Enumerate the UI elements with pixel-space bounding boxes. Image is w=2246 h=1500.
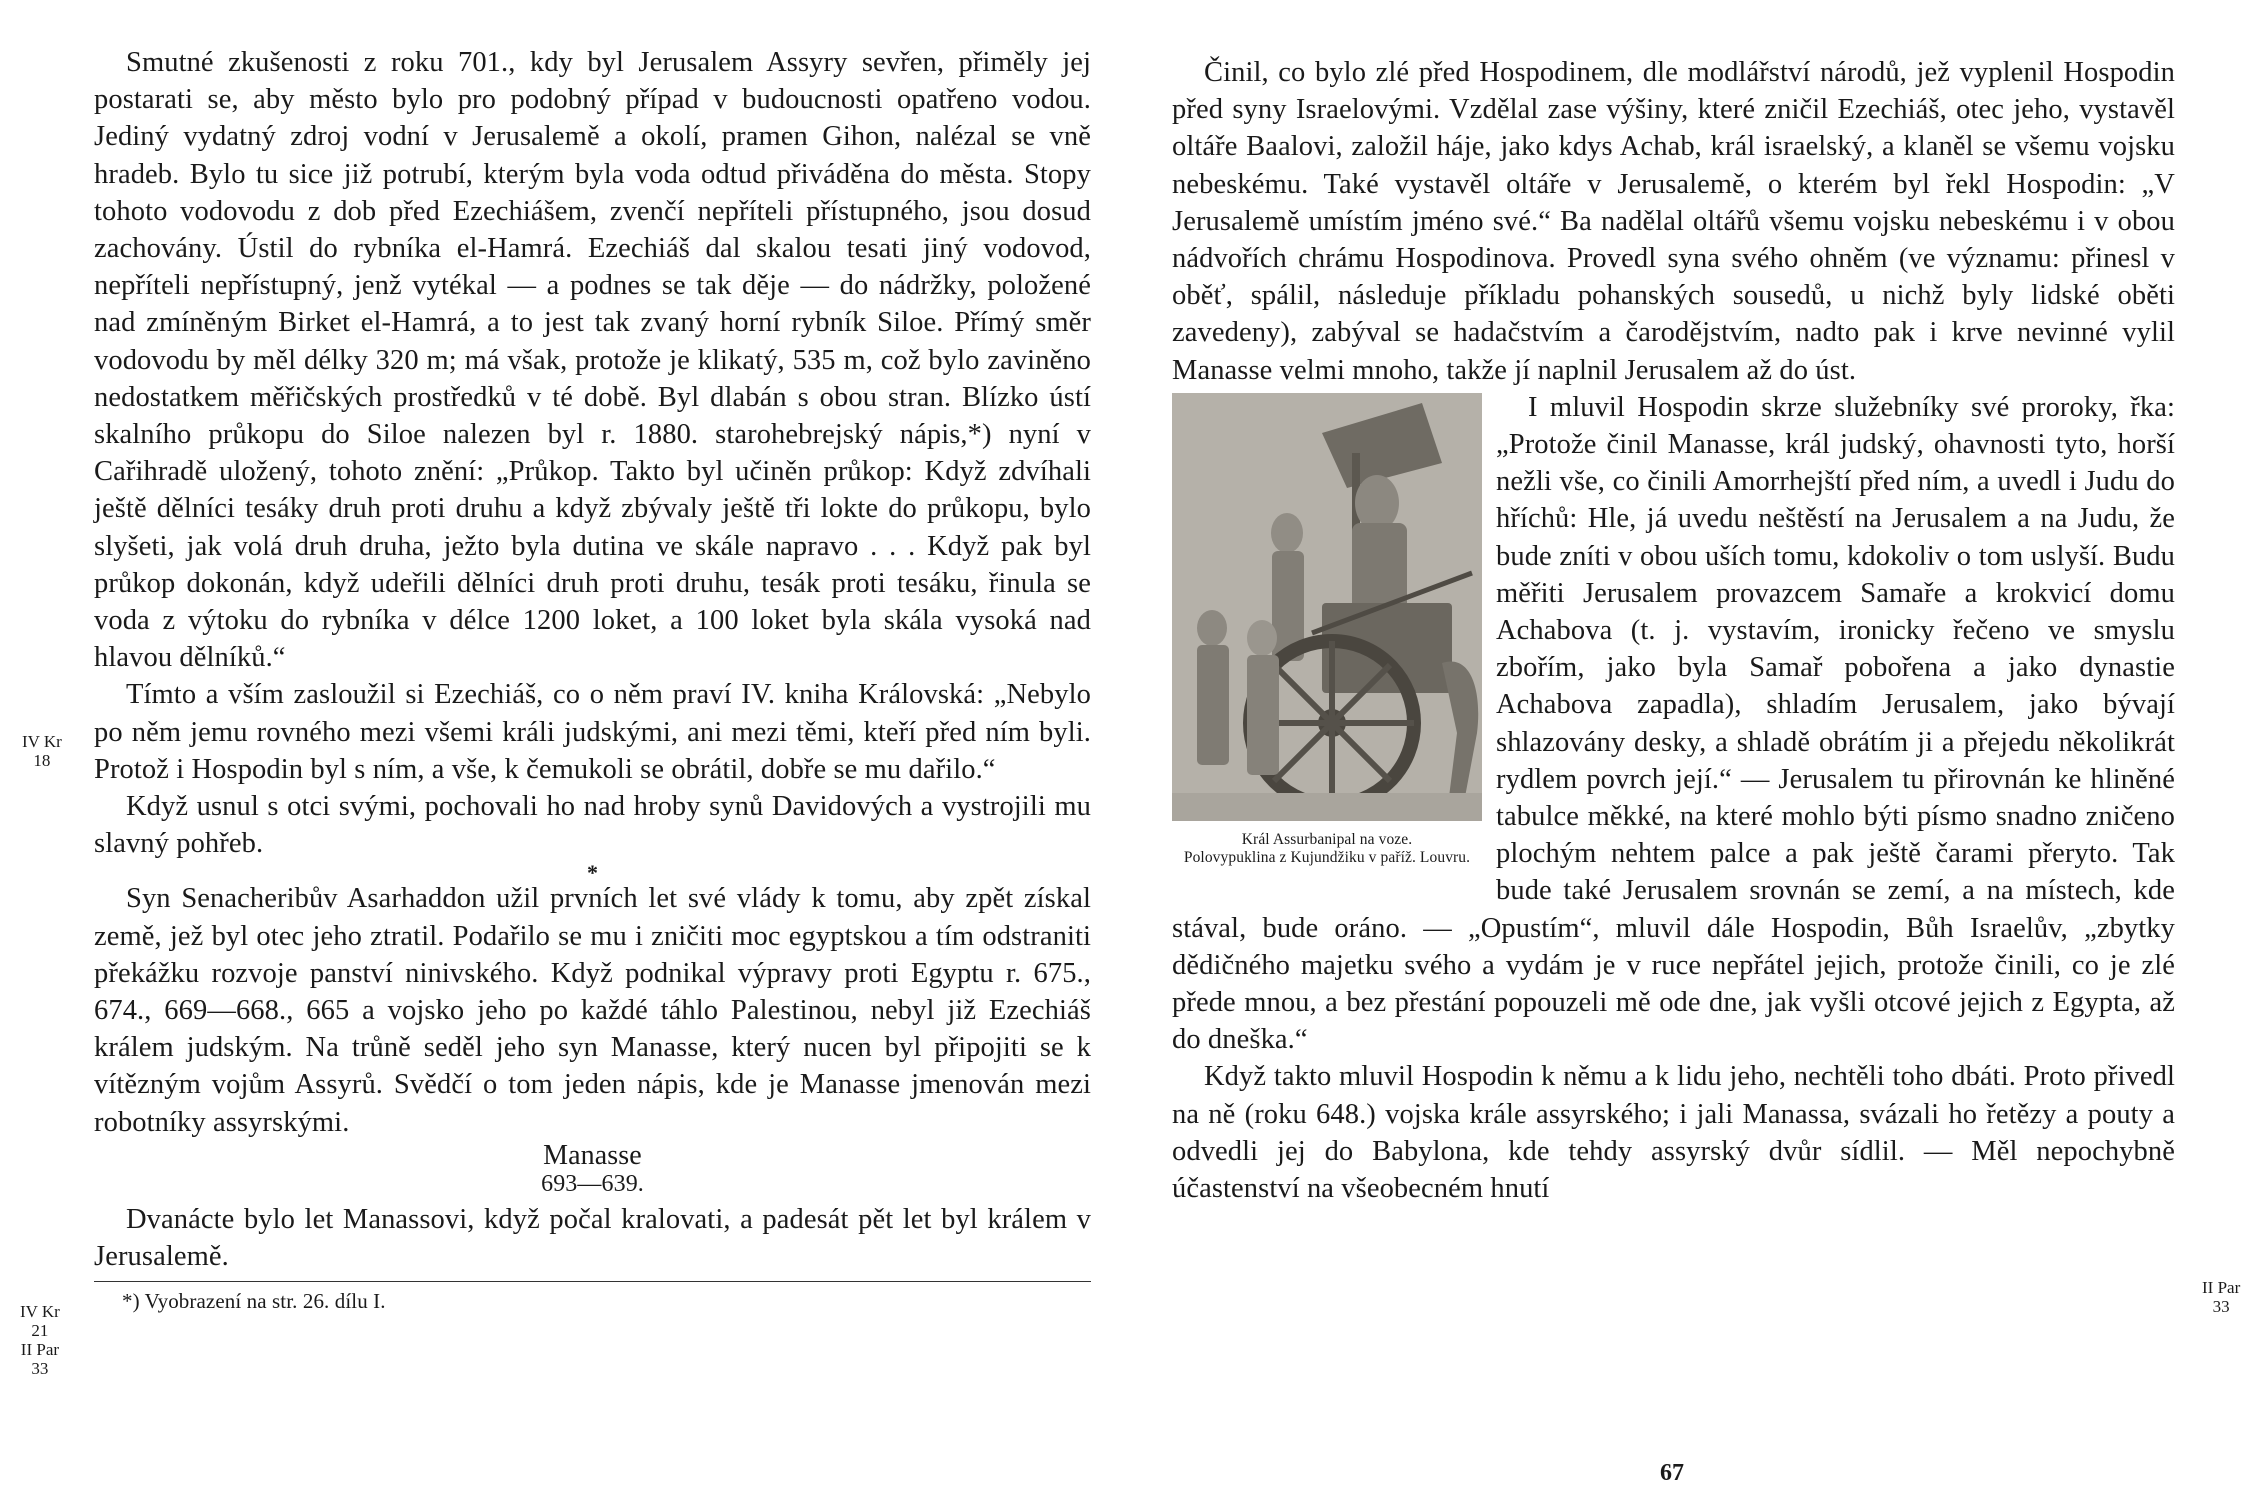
paragraph-captivity: Když takto mluvil Hospodin k němu a k lidu jeho, nechtěli toho dbáti. Proto přivedl na ně (roku 648.) vojska krále assyrského; i jali Manassa, svázali ho řetězy a pouty a odvedli jej do Babylona, kde tehdy assyrský dvůr sídlil. — Měl nepochybně účastenství na všeobecném hnutí <box>1172 1061 2175 1205</box>
section-separator: * <box>586 860 599 886</box>
section-heading-manasse: Manasse <box>543 1139 642 1171</box>
right-text-column <box>1172 54 2175 1207</box>
left-text-column <box>94 44 1091 1314</box>
figure-caption: Král Assurbanipal na voze. Polovypuklina z Kujundžiku v paříž. Louvru. <box>1183 830 1471 866</box>
footnote-rule <box>94 1281 1091 1282</box>
page-number: 67 <box>1660 1460 1684 1486</box>
paragraph-prophecy: I mluvil Hospodin skrze služebníky své proroky, řka: „Protože činil Manasse, král judský, ohavnosti tyto, horší nežli vše, co činili Amorrhejští před ním, a uvedl i Judu do hříchů: Hle, já uvedu neštěstí na Jerusalem a na Judu, že bude zníti v obou uších tomu, kdokoliv o tom uslyší. Budu měřiti Jerusalem provazcem Samaře a krokvicí domu Achabova (t. j. vystavím, ironicky řečeno ve smyslu zbořím, jako byla Samař pobořena a jako dynastie Achabova zapadla), shladím Jerusalem, jako bývají shlazovány desky, a shladě obrátím ji a přejedu několikrát rydlem povrch její.“ — Jerusalem tu přirovnán ke hliněné tabulce měkké, na které mohlo býti písmo snadno zničeno plochým nehtem palce a pak ještě čarami přeryto. Tak bude také Jerusalem srovnán se zemí, a na místech, kde stával, bude oráno. — „Opustím“, mluvil dále Hospodin, Bůh Israelův, „zbytky dědičného majetku svého a vydám je v ruce nepřátel jejich, protože činili, co je zlé přede mnou, a bez přestání popouzeli mě ode dne, jak vyšli otcové jejich z Egypta, až do dneška.“ <box>1172 391 2175 1056</box>
paragraph-burial: Když usnul s otci svými, pochovali ho nad hroby synů Davidových a vystrojili mu slavný pohřeb. <box>94 791 1091 860</box>
margin-reference-iv-kr-21-ii-par-33: IV Kr 21 II Par 33 <box>20 1302 60 1378</box>
footnote: *) Vyobrazení na str. 26. dílu I. <box>122 1289 386 1314</box>
left-page <box>0 0 1100 1500</box>
margin-reference-iv-kr-18: IV Kr 18 <box>22 732 62 770</box>
section-heading-dates: 693—639. <box>541 1170 644 1197</box>
right-page <box>1130 0 2246 1500</box>
figure <box>1172 393 1482 867</box>
paragraph-manasse-sins: Činil, co bylo zlé před Hospodinem, dle modlářství národů, jež vyplenil Hospodin před syny Israelovými. Vzdělal zase výšiny, které zničil Ezechiáš, otec jeho, vystavěl oltáře Baalovi, založil háje, jako kdys Achab, král israelský, a klaněl se všemu vojsku nebeskému. Také vystavěl oltáře v Jerusalemě, o kterém byl řekl Hospodin: „V Jerusalemě umístím jméno své.“ Ba nadělal oltářů všemu vojsku nebeskému i v obou nádvořích chrámu Hospodinova. Provedl syna svého ohněm (ve významu: přinesl v oběť, spálil, následuje příkladu pohanských sousedů, u nichž byly lidské oběti zavedeny), zabýval se hadačstvím a čarodějstvím, nadto pak i krve nevinné vylil Manasse velmi mnoho, takže jí naplnil Jerusalem až do úst. <box>1172 57 2175 386</box>
relief-illustration <box>1172 393 1482 821</box>
paragraph-ezechias-merit: Tímto a vším zasloužil si Ezechiáš, co o něm praví IV. kniha Královská: „Nebylo po něm jemu rovného mezi všemi králi judskými, ani mezi těmi, kteří před ním byli. Protož i Hospodin byl s ním, a vše, k čemukoli se obrátil, dobře se mu dařilo.“ <box>94 679 1091 785</box>
figure-image-assurbanipal-chariot <box>1172 393 1482 821</box>
paragraph-manasse-reign: Dvanácte bylo let Manassovi, když počal kralovati, a padesát pět let byl králem v Jerusalemě. <box>94 1203 1091 1273</box>
paragraph-water-supply: Smutné zkušenosti z roku 701., kdy byl Jerusalem Assyry sevřen, přiměly jej postarati se, aby město bylo pro podobný případ v budoucnosti opatřeno vodou. Jediný vydatný zdroj vodní v Jerusalemě a okolí, pramen Gihon, nalézal se vně hradeb. Bylo tu sice již potrubí, kterým byla voda odtud přiváděna do města. Stopy tohoto vodovodu z dob před Ezechiášem, zvenčí nepříteli přístupného, jsou dosud zachovány. Ústil do rybníka el-Hamrá. Ezechiáš dal skalou tesati jiný vodovod, nepříteli nepřístupný, jenž vytékal — a podnes se tak děje — do nádržky, položené nad zmíněným Birket el-Hamrá, a to jest tak zvaný horní rybník Siloe. Přímý směr vodovodu by měl délky 320 m; má však, protože je klikatý, 535 m, což bylo zaviněno nedostatkem měřičských prostředků v té době. Byl dlabán s obou stran. Blízko ústí skalního průkopu do Siloe nalezen byl r. 1880. starohebrejský nápis,*) nyní v Cařihradě uložený, tohoto znění: „Průkop. Takto byl učiněn průkop: Když zdvíhali ještě dělníci tesáky druh proti druhu a když zbývaly ještě tři lokte do průkopu, bylo slyšeti, jak volá druh druha, ježto byla dutina ve skále napravo . . . Když pak byl průkop dokonán, když udeřili dělníci druh proti druhu, tesák proti tesáku, řinula se voda z výtoku do rybníka v délce 1200 loket, a 100 loket byla skála vysoká nad hlavou dělníků.“ <box>94 47 1091 674</box>
paragraph-asarhaddon: Syn Senacheribův Asarhaddon užil prvních let své vlády k tomu, aby zpět získal země, jež byl otec jeho ztratil. Podařilo se mu i zničiti moc egyptskou a tím odstraniti překážku rozvoje panství ninivského. Když podnikal výpravy proti Egyptu r. 675., 674., 669—668., 665 a vojsko jeho po každé táhlo Palestinou, nebyl již Ezechiáš králem judským. Na trůně seděl jeho syn Manasse, který nucen byl připojiti se k vítězným vojům Assyrů. Svědčí o tom jeden nápis, kde je Manasse jmenován mezi robotníky assyrskými. <box>94 883 1091 1138</box>
margin-reference-ii-par-33: II Par 33 <box>2202 1278 2241 1316</box>
